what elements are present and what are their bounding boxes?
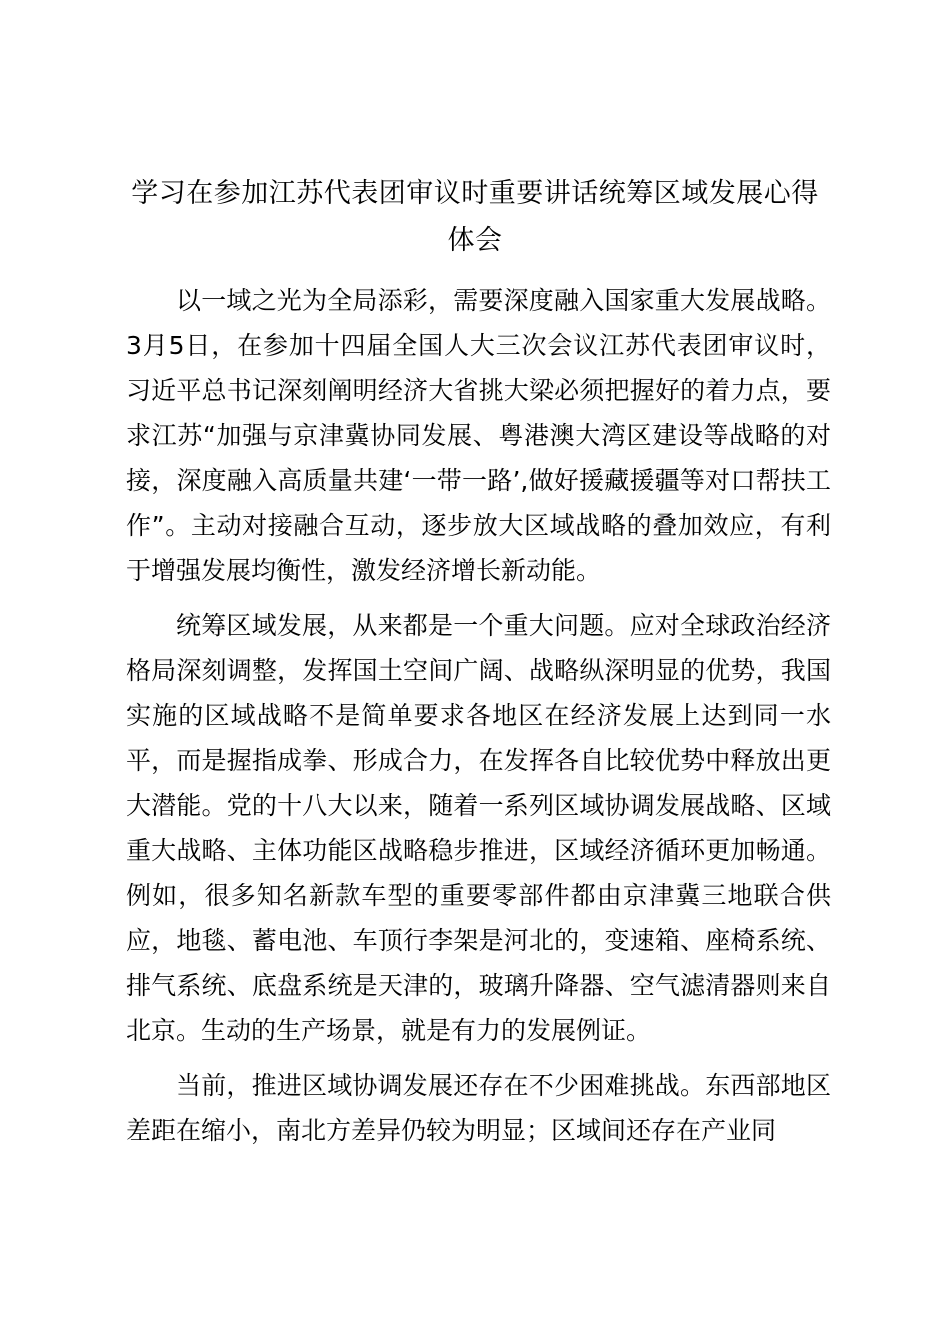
paragraph-2: 统筹区域发展，从来都是一个重大问题。应对全球政治经济格局深刻调整，发挥国土空间广阔、战略纵深明显的优势，我国实施的区域战略不是简单要求各地区在经济发展上达到同一水平，而是握指成拳、形成合力，在发挥各自比较优势中释放出更大潜能。党的十八大以来，随着一系列区域协调发展战略、区域重大战略、主体功能区战略稳步推进，区域经济循环更加畅通。例如，很多知名新款车型的重要零部件都由京津冀三地联合供应，地毯、蓄电池、车顶行李架是河北的，变速箱、座椅系统、排气系统、底盘系统是天津的，玻璃升降器、空气滤清器则来自北京。生动的生产场景，就是有力的发展例证。 <box>126 611 831 1045</box>
paragraph-1: 以一域之光为全局添彩，需要深度融入国家重大发展战略。3月5日，在参加十四届全国人大三次会议江苏代表团审议时，习近平总书记深刻阐明经济大省挑大梁必须把握好的着力点，要求江苏“加强与京津冀协同发展、粤港澳大湾区建设等战略的对接，深度融入高质量共建‘一带一路’,做好援藏援疆等对口帮扶工作”。主动对接融合互动，逐步放大区域战略的叠加效应，有利于增强发展均衡性，激发经济增长新动能。 <box>126 286 831 585</box>
paragraph-3: 当前，推进区域协调发展还存在不少困难挑战。东西部地区差距在缩小，南北方差异仍较为明显；区域间还存在产业同 <box>126 1071 831 1145</box>
document-body <box>126 278 831 1163</box>
document-title: 学习在参加江苏代表团审议时重要讲话统筹区域发展心得体会 <box>131 178 819 256</box>
